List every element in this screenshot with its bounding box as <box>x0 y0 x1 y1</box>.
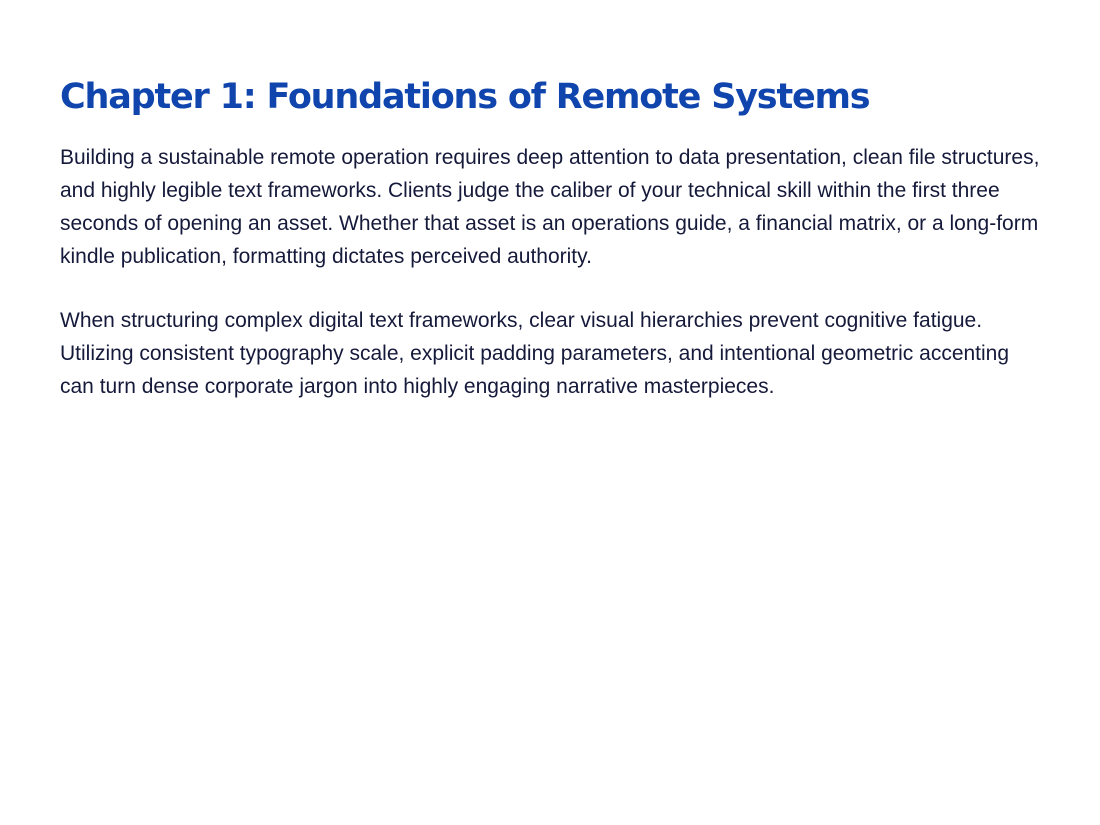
body-paragraph-2: When structuring complex digital text frameworks, clear visual hierarchies prevent cognitive fatigue. Utilizing consistent typography scale, explicit padding parameters, and intentional geometric accenting can turn dense corporate jargon into highly engaging narrative masterpieces. <box>60 309 1010 398</box>
chapter-title: Chapter 1: Foundations of Remote Systems <box>60 77 870 117</box>
body-paragraph-1: Building a sustainable remote operation requires deep attention to data presentation, clean file structures, and highly legible text frameworks. Clients judge the caliber of your technical skill within the first three seconds of opening an asset. Whether that asset is an operations guide, a financial matrix, or a long-form kindle publication, formatting dictates perceived authority. <box>60 146 1040 268</box>
